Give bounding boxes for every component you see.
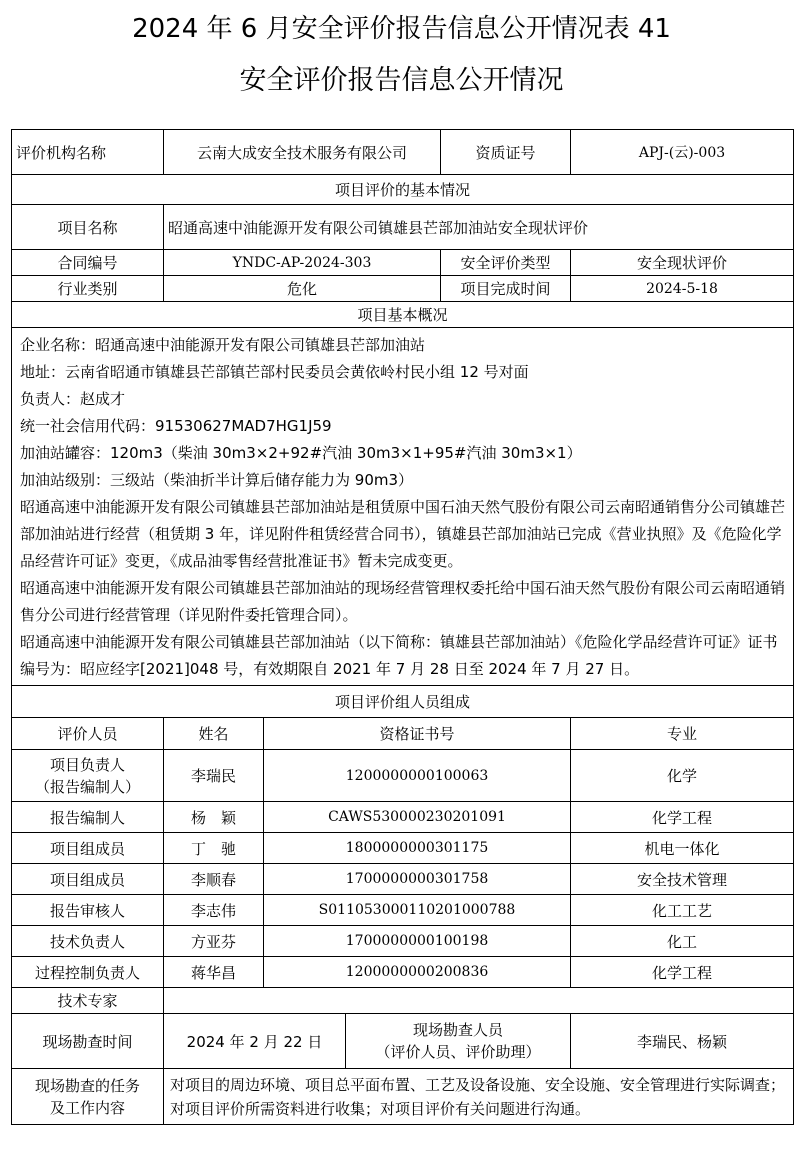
team-major: 机电一体化 [571,833,794,864]
team-role: 报告审核人 [12,895,164,926]
eval-type-value: 安全现状评价 [571,250,794,276]
overview-line: 企业名称：昭通高速中油能源开发有限公司镇雄县芒部加油站 [20,336,426,354]
team-role: 过程控制负责人 [12,957,164,988]
table-row [12,895,794,926]
team-name: 方亚芬 [164,926,264,957]
team-major: 化工工艺 [571,895,794,926]
table-row [12,864,794,895]
page-subtitle: 安全评价报告信息公开情况 [239,65,564,96]
org-value: 云南大成安全技术服务有限公司 [164,130,441,175]
project-name-value: 昭通高速中油能源开发有限公司镇雄县芒部加油站安全现状评价 [164,205,794,250]
team-name: 李顺春 [164,864,264,895]
overview-paragraph: 昭通高速中油能源开发有限公司镇雄县芒部加油站的现场经营管理权委托给中国石油天然气股份有限公司云南昭通销售分公司进行经营管理（详见附件委托管理合同）。 [20,579,786,624]
team-role: 项目组成员 [12,833,164,864]
eval-type-label: 安全评价类型 [441,250,571,276]
org-row [12,130,794,175]
team-major: 化工 [571,926,794,957]
done-label: 项目完成时间 [441,276,571,302]
team-name: 蒋华昌 [164,957,264,988]
overview-paragraph: 昭通高速中油能源开发有限公司镇雄县芒部加油站（以下简称：镇雄县芒部加油站）《危险化学品经营许可证》证书编号为：昭应经字[2021]048 号，有效期限自 2021 年 7 月 28 日至 2024 年 7 月 27 日。 [20,633,778,678]
cert-label: 资质证号 [441,130,571,175]
table-row [12,957,794,988]
table-row [12,802,794,833]
project-name-label: 项目名称 [12,205,164,250]
survey-time-label: 现场勘查时间 [12,1014,164,1069]
team-major: 化学工程 [571,957,794,988]
overview-line: 负责人：赵成才 [20,390,126,408]
team-cert: S011053000110201000788 [264,895,571,926]
team-cert: 1800000000301175 [264,833,571,864]
team-section-header: 项目评价组人员组成 [12,686,794,718]
expert-value [164,988,794,1014]
contract-label: 合同编号 [12,250,164,276]
team-role: 技术负责人 [12,926,164,957]
table-row [12,750,794,802]
survey-task-value: 对项目的周边环境、项目总平面布置、工艺及设备设施、安全设施、安全管理进行实际调查；对项目评价所需资料进行收集；对项目评价有关问题进行沟通。 [164,1069,794,1125]
team-name: 李志伟 [164,895,264,926]
overview-line: 加油站级别：三级站（柴油折半计算后储存能力为 90m3） [20,471,414,489]
basic-section-header: 项目评价的基本情况 [12,175,794,205]
survey-task-label: 现场勘查的任务 及工作内容 [12,1069,164,1125]
team-major: 化学 [571,750,794,802]
overview-section-header: 项目基本概况 [12,302,794,328]
team-cert: 1200000000200836 [264,957,571,988]
team-major: 化学工程 [571,802,794,833]
expert-label: 技术专家 [12,988,164,1014]
team-cert: 1700000000100198 [264,926,571,957]
overview-line: 地址：云南省昭通市镇雄县芒部镇芒部村民委员会黄依岭村民小组 12 号对面 [20,363,529,381]
overview-line: 加油站罐容：120m3（柴油 30m3×2+92#汽油 30m3×1+95#汽油 30m3×1） [20,444,582,462]
team-name: 杨 颖 [164,802,264,833]
team-header: 专业 [571,718,794,750]
team-major: 安全技术管理 [571,864,794,895]
contract-value: YNDC-AP-2024-303 [164,250,441,276]
overview-text [12,328,794,686]
team-cert: 1200000000100063 [264,750,571,802]
team-role: 报告编制人 [12,802,164,833]
table-row [12,926,794,957]
cert-value: APJ-(云)-003 [571,130,794,175]
team-cert: 1700000000301758 [264,864,571,895]
team-role: 项目组成员 [12,864,164,895]
team-name: 丁 驰 [164,833,264,864]
org-label: 评价机构名称 [12,130,164,175]
overview-paragraph: 昭通高速中油能源开发有限公司镇雄县芒部加油站是租赁原中国石油天然气股份有限公司云南昭通销售分公司镇雄芒部加油站进行经营（租赁期 3 年，详见附件租赁经营合同书），镇雄县芒部加油站已完成《营业执照》及《危险化学品经营许可证》变更，《成品油零售经营批准证书》暂未完成变更。 [20,498,786,570]
page-title: 2024 年 6 月安全评价报告信息公开情况表 41 [132,14,671,44]
team-header: 评价人员 [12,718,164,750]
survey-people-label: 现场勘查人员 （评价人员、评价助理） [346,1014,571,1069]
industry-value: 危化 [164,276,441,302]
team-name: 李瑞民 [164,750,264,802]
disclosure-table [11,129,794,1125]
table-row [12,833,794,864]
survey-people-value: 李瑞民、杨颖 [571,1014,794,1069]
team-header: 姓名 [164,718,264,750]
team-header: 资格证书号 [264,718,571,750]
done-value: 2024-5-18 [571,276,794,302]
overview-line: 统一社会信用代码：91530627MAD7HG1J59 [20,417,332,435]
team-cert: CAWS530000230201091 [264,802,571,833]
team-header-row [12,718,794,750]
industry-label: 行业类别 [12,276,164,302]
survey-time-value: 2024 年 2 月 22 日 [164,1014,346,1069]
team-role: 项目负责人 （报告编制人） [12,750,164,802]
